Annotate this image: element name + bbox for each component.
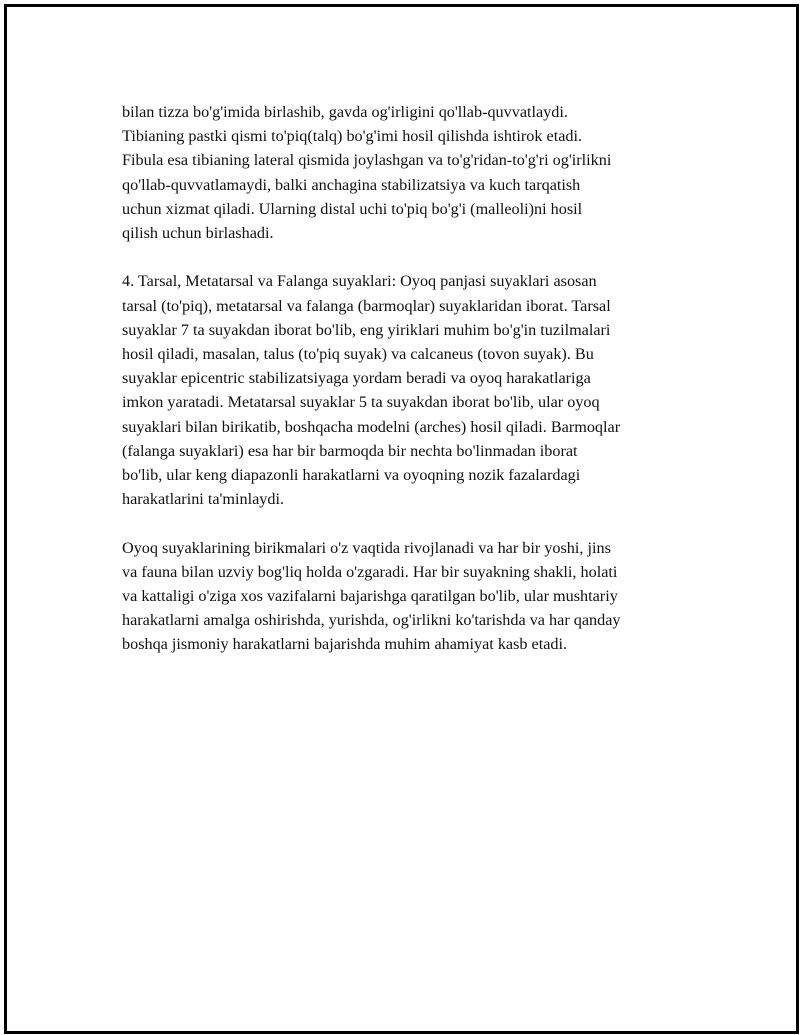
paragraph-tarsal-metatarsal bbox=[122, 269, 702, 511]
text-line: bilan tizza bo'g'imida birlashib, gavda og'irligini qo'llab-quvvatlaydi. bbox=[122, 103, 568, 121]
text-line: imkon yaratadi. Metatarsal suyaklar 5 ta suyakdan iborat bo'lib, ular oyoq bbox=[122, 393, 600, 412]
text-line: harakatlarni amalga oshirishda, yurishda, og'irlikni ko'tarishda va har qanday bbox=[122, 611, 621, 630]
text-line: bo'lib, ular keng diapazonli harakatlarni va oyoqning nozik fazalardagi bbox=[122, 466, 581, 485]
text-line: harakatlarini ta'minlaydi. bbox=[122, 490, 285, 509]
text-line: qo'llab-quvvatlamaydi, balki anchagina stabilizatsiya va kuch tarqatish bbox=[122, 175, 581, 194]
text-line: 4. Tarsal, Metatarsal va Falanga suyaklari: Oyoq panjasi suyaklari asosan bbox=[122, 272, 597, 291]
text-line: (falanga suyaklari) esa har bir barmoqda bir nechta bo'linmadan iborat bbox=[122, 441, 578, 460]
text-line: hosil qiladi, masalan, talus (to'piq suyak) va calcaneus (tovon suyak). Bu bbox=[122, 345, 594, 364]
text-line: va fauna bilan uzviy bog'liq holda o'zgaradi. Har bir suyakning shakli, holati bbox=[122, 562, 618, 581]
page-body bbox=[122, 100, 702, 681]
paragraph-foot-bones-summary bbox=[122, 536, 702, 657]
text-line: va kattaligi o'ziga xos vazifalarni bajarishga qaratilgan bo'lib, ular mushtariy bbox=[122, 587, 618, 606]
text-line: Fibula esa tibianing lateral qismida joylashgan va to'g'ridan-to'g'ri og'irlikni bbox=[122, 151, 612, 170]
text-line: suyaklar epicentric stabilizatsiyaga yordam beradi va oyoq harakatlariga bbox=[122, 369, 591, 388]
paragraph-tibia-fibula bbox=[122, 100, 702, 245]
page-frame bbox=[4, 4, 799, 1034]
text-line: tarsal (to'piq), metatarsal va falanga (barmoqlar) suyaklaridan iborat. Tarsal bbox=[122, 296, 611, 315]
text-line: boshqa jismoniy harakatlarni bajarishda muhim ahamiyat kasb etadi. bbox=[122, 635, 568, 654]
text-line: qilish uchun birlashadi. bbox=[122, 224, 274, 243]
text-line: Oyoq suyaklarining birikmalari o'z vaqtida rivojlanadi va har bir yoshi, jins bbox=[122, 538, 611, 557]
text-line: suyaklar 7 ta suyakdan iborat bo'lib, eng yiriklari muhim bo'g'in tuzilmalari bbox=[122, 320, 611, 339]
text-line: Tibianing pastki qismi to'piq(talq) bo'g'imi hosil qilishda ishtirok etadi. bbox=[122, 127, 583, 146]
text-line: uchun xizmat qiladi. Ularning distal uchi to'piq bo'g'i (malleoli)ni hosil bbox=[122, 199, 583, 218]
text-line: suyaklari bilan birikatib, boshqacha modelni (arches) hosil qiladi. Barmoqlar bbox=[122, 417, 621, 436]
